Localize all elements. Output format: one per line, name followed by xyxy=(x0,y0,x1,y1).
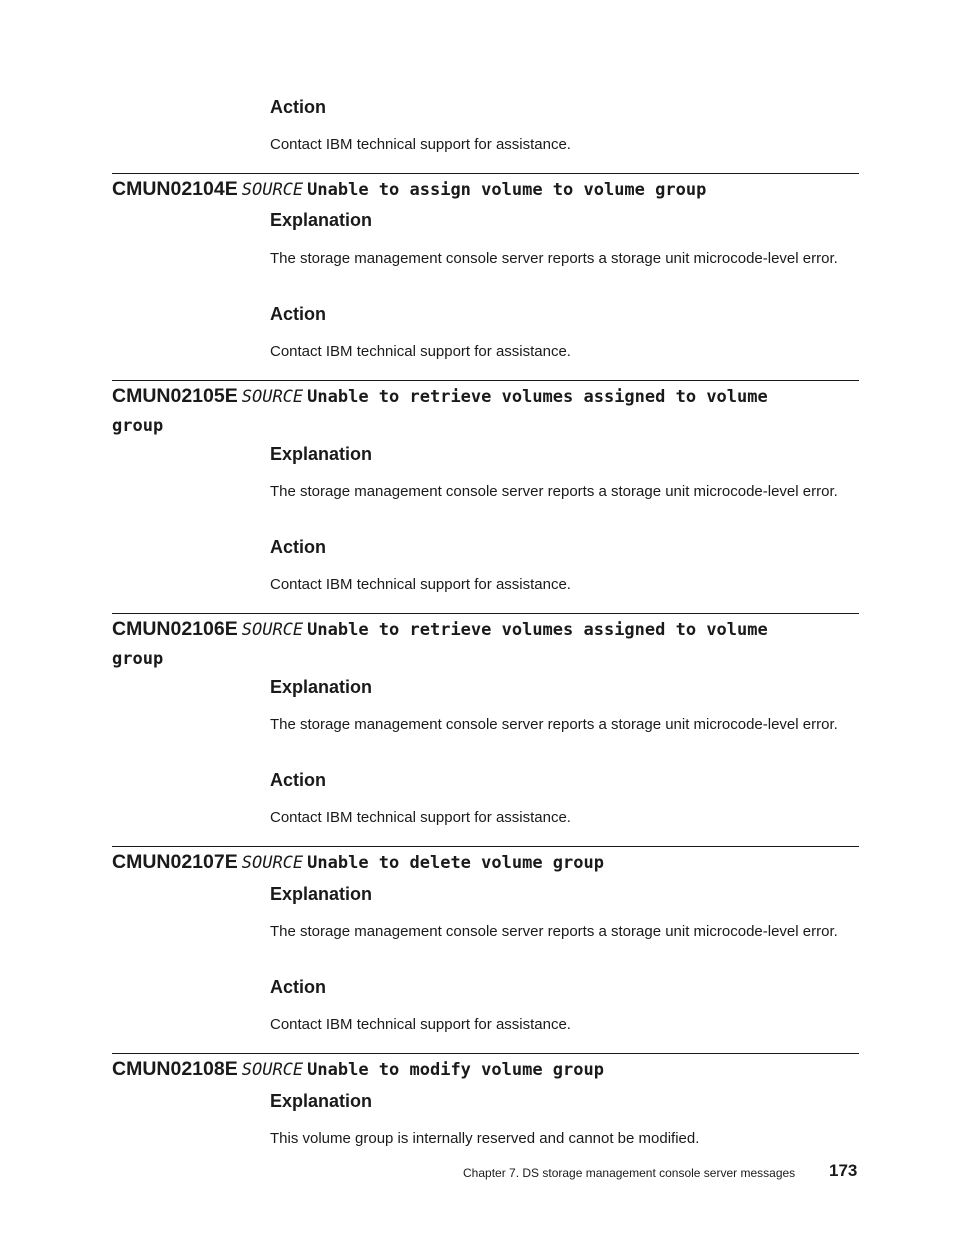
explanation-heading: Explanation xyxy=(270,444,373,464)
explanation-text: The storage management console server reports a storage unit microcode-level error. xyxy=(270,716,838,733)
message-text: Unable to retrieve volumes assigned to volume xyxy=(307,387,768,407)
action-heading: Action xyxy=(270,977,326,997)
message-text-continued: group xyxy=(112,649,164,669)
message-text: Unable to retrieve volumes assigned to volume xyxy=(307,620,768,640)
message-source: SOURCE xyxy=(241,620,304,640)
explanation-heading: Explanation xyxy=(270,1091,373,1111)
action-text: Contact IBM technical support for assistance. xyxy=(270,136,571,153)
section-divider xyxy=(112,846,859,847)
message-title xyxy=(112,382,859,440)
message-text-continued: group xyxy=(112,416,164,436)
message-source: SOURCE xyxy=(241,180,304,200)
message-text: Unable to modify volume group xyxy=(307,1060,604,1080)
message-title xyxy=(112,1055,859,1085)
message-source: SOURCE xyxy=(241,1060,304,1080)
page-number: 173 xyxy=(829,1161,858,1180)
message-code: CMUN02106E xyxy=(112,618,238,640)
section-divider xyxy=(112,173,859,174)
message-title xyxy=(112,615,859,673)
message-code: CMUN02108E xyxy=(112,1058,238,1080)
section-divider xyxy=(112,380,859,381)
explanation-heading: Explanation xyxy=(270,677,373,697)
message-title xyxy=(112,848,859,878)
action-text: Contact IBM technical support for assistance. xyxy=(270,576,571,593)
section-divider xyxy=(112,613,859,614)
action-text: Contact IBM technical support for assistance. xyxy=(270,1016,571,1033)
explanation-heading: Explanation xyxy=(270,210,373,230)
action-heading: Action xyxy=(270,97,326,117)
action-heading: Action xyxy=(270,770,326,790)
section-divider xyxy=(112,1053,859,1054)
message-code: CMUN02107E xyxy=(112,851,238,873)
explanation-heading: Explanation xyxy=(270,884,373,904)
message-text: Unable to assign volume to volume group xyxy=(307,180,707,200)
footer-chapter-title: Chapter 7. DS storage management console server messages xyxy=(463,1166,796,1180)
message-text: Unable to delete volume group xyxy=(307,853,604,873)
explanation-text: The storage management console server reports a storage unit microcode-level error. xyxy=(270,250,838,267)
action-text: Contact IBM technical support for assistance. xyxy=(270,809,571,826)
action-text: Contact IBM technical support for assistance. xyxy=(270,343,571,360)
action-heading: Action xyxy=(270,304,326,324)
message-source: SOURCE xyxy=(241,853,304,873)
action-heading: Action xyxy=(270,537,326,557)
explanation-text: The storage management console server reports a storage unit microcode-level error. xyxy=(270,923,838,940)
message-code: CMUN02104E xyxy=(112,178,238,200)
explanation-text: This volume group is internally reserved and cannot be modified. xyxy=(270,1130,700,1147)
message-title xyxy=(112,175,859,205)
message-code: CMUN02105E xyxy=(112,385,238,407)
message-source: SOURCE xyxy=(241,387,304,407)
explanation-text: The storage management console server reports a storage unit microcode-level error. xyxy=(270,483,838,500)
